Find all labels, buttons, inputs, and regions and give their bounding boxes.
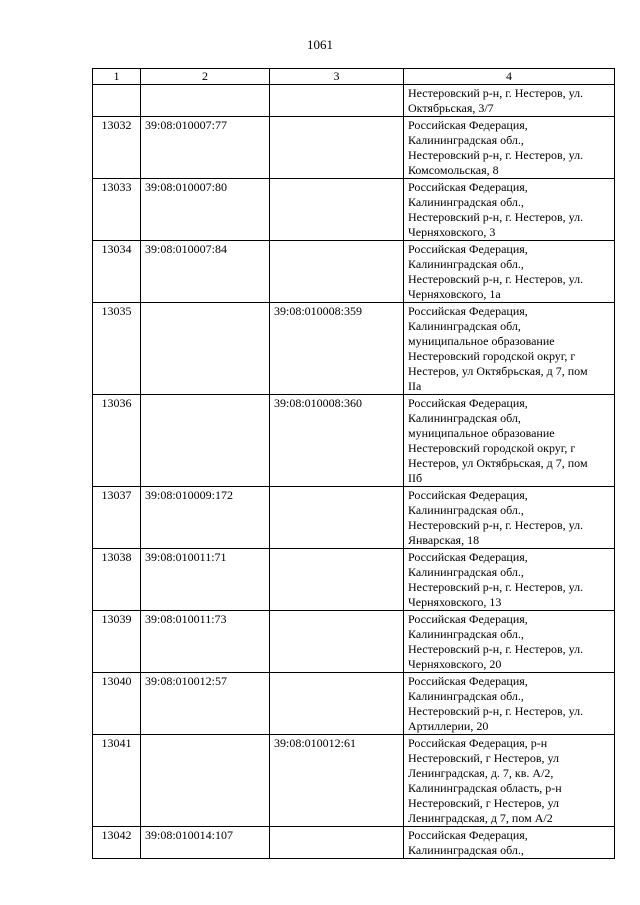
row-number-cell bbox=[93, 85, 141, 117]
object-cadastral-number-cell bbox=[270, 611, 404, 673]
table-row bbox=[93, 487, 615, 549]
row-number-cell: 13037 bbox=[93, 487, 141, 549]
cadastral-number-cell: 39:08:010007:80 bbox=[141, 179, 270, 241]
cadastral-number-cell: 39:08:010011:71 bbox=[141, 549, 270, 611]
row-number-cell: 13040 bbox=[93, 673, 141, 735]
table-row bbox=[93, 549, 615, 611]
column-header-1: 1 bbox=[93, 69, 141, 85]
object-cadastral-number-cell bbox=[270, 549, 404, 611]
cadastral-number-cell bbox=[141, 735, 270, 827]
header-row bbox=[93, 69, 615, 85]
address-cell: Российская Федерация, Калининградская обл., Нестеровский р-н, г. Нестеров, ул. Артиллерии, 20 bbox=[404, 673, 615, 735]
cadastral-number-cell: 39:08:010009:172 bbox=[141, 487, 270, 549]
object-cadastral-number-cell bbox=[270, 241, 404, 303]
table-row bbox=[93, 673, 615, 735]
table-row bbox=[93, 117, 615, 179]
address-cell: Российская Федерация, Калининградская обл., bbox=[404, 827, 615, 859]
column-header-2: 2 bbox=[141, 69, 270, 85]
table-row bbox=[93, 241, 615, 303]
object-cadastral-number-cell bbox=[270, 85, 404, 117]
object-cadastral-number-cell: 39:08:010008:359 bbox=[270, 303, 404, 395]
row-number-cell: 13039 bbox=[93, 611, 141, 673]
table-body bbox=[93, 85, 615, 859]
row-number-cell: 13032 bbox=[93, 117, 141, 179]
row-number-cell: 13038 bbox=[93, 549, 141, 611]
cadastral-number-cell bbox=[141, 395, 270, 487]
page-number: 1061 bbox=[307, 37, 333, 52]
row-number-cell: 13042 bbox=[93, 827, 141, 859]
address-cell: Российская Федерация, Калининградская обл., Нестеровский р-н, г. Нестеров, ул. Январская, 18 bbox=[404, 487, 615, 549]
column-header-3: 3 bbox=[270, 69, 404, 85]
registry-table bbox=[92, 68, 615, 859]
table-row bbox=[93, 303, 615, 395]
row-number-cell: 13034 bbox=[93, 241, 141, 303]
object-cadastral-number-cell bbox=[270, 673, 404, 735]
cadastral-number-cell bbox=[141, 85, 270, 117]
address-cell: Российская Федерация, Калининградская обл., Нестеровский р-н, г. Нестеров, ул. Черняховского, 3 bbox=[404, 179, 615, 241]
row-number-cell: 13036 bbox=[93, 395, 141, 487]
table-row bbox=[93, 827, 615, 859]
table-row bbox=[93, 735, 615, 827]
cadastral-number-cell bbox=[141, 303, 270, 395]
table-row bbox=[93, 179, 615, 241]
row-number-cell: 13041 bbox=[93, 735, 141, 827]
address-cell: Российская Федерация, Калининградская обл, муниципальное образование Нестеровский городской округ, г Нестеров, ул Октябрьская, д 7, пом IIб bbox=[404, 395, 615, 487]
address-cell: Российская Федерация, Калининградская обл., Нестеровский р-н, г. Нестеров, ул. Черняховского, 13 bbox=[404, 549, 615, 611]
cadastral-number-cell: 39:08:010007:77 bbox=[141, 117, 270, 179]
table-header bbox=[93, 69, 615, 85]
column-header-4: 4 bbox=[404, 69, 615, 85]
cadastral-number-cell: 39:08:010012:57 bbox=[141, 673, 270, 735]
address-cell: Российская Федерация, Калининградская обл., Нестеровский р-н, г. Нестеров, ул. Комсомольская, 8 bbox=[404, 117, 615, 179]
cadastral-number-cell: 39:08:010011:73 bbox=[141, 611, 270, 673]
table-row bbox=[93, 611, 615, 673]
table-row bbox=[93, 85, 615, 117]
address-cell: Российская Федерация, р-н Нестеровский, г Нестеров, ул Ленинградская, д. 7, кв. А/2, Калининградская область, р-н Нестеровский, г Нестеров, ул Ленинградская, д 7, пом А/2 bbox=[404, 735, 615, 827]
table-row bbox=[93, 395, 615, 487]
cadastral-number-cell: 39:08:010007:84 bbox=[141, 241, 270, 303]
object-cadastral-number-cell bbox=[270, 117, 404, 179]
cadastral-number-cell: 39:08:010014:107 bbox=[141, 827, 270, 859]
row-number-cell: 13035 bbox=[93, 303, 141, 395]
row-number-cell: 13033 bbox=[93, 179, 141, 241]
address-cell: Нестеровский р-н, г. Нестеров, ул. Октябрьская, 3/7 bbox=[404, 85, 615, 117]
object-cadastral-number-cell: 39:08:010012:61 bbox=[270, 735, 404, 827]
address-cell: Российская Федерация, Калининградская обл., Нестеровский р-н, г. Нестеров, ул. Черняховского, 1а bbox=[404, 241, 615, 303]
address-cell: Российская Федерация, Калининградская обл, муниципальное образование Нестеровский городской округ, г Нестеров, ул Октябрьская, д 7, пом IIа bbox=[404, 303, 615, 395]
object-cadastral-number-cell bbox=[270, 179, 404, 241]
address-cell: Российская Федерация, Калининградская обл., Нестеровский р-н, г. Нестеров, ул. Черняховского, 20 bbox=[404, 611, 615, 673]
object-cadastral-number-cell bbox=[270, 827, 404, 859]
object-cadastral-number-cell bbox=[270, 487, 404, 549]
object-cadastral-number-cell: 39:08:010008:360 bbox=[270, 395, 404, 487]
